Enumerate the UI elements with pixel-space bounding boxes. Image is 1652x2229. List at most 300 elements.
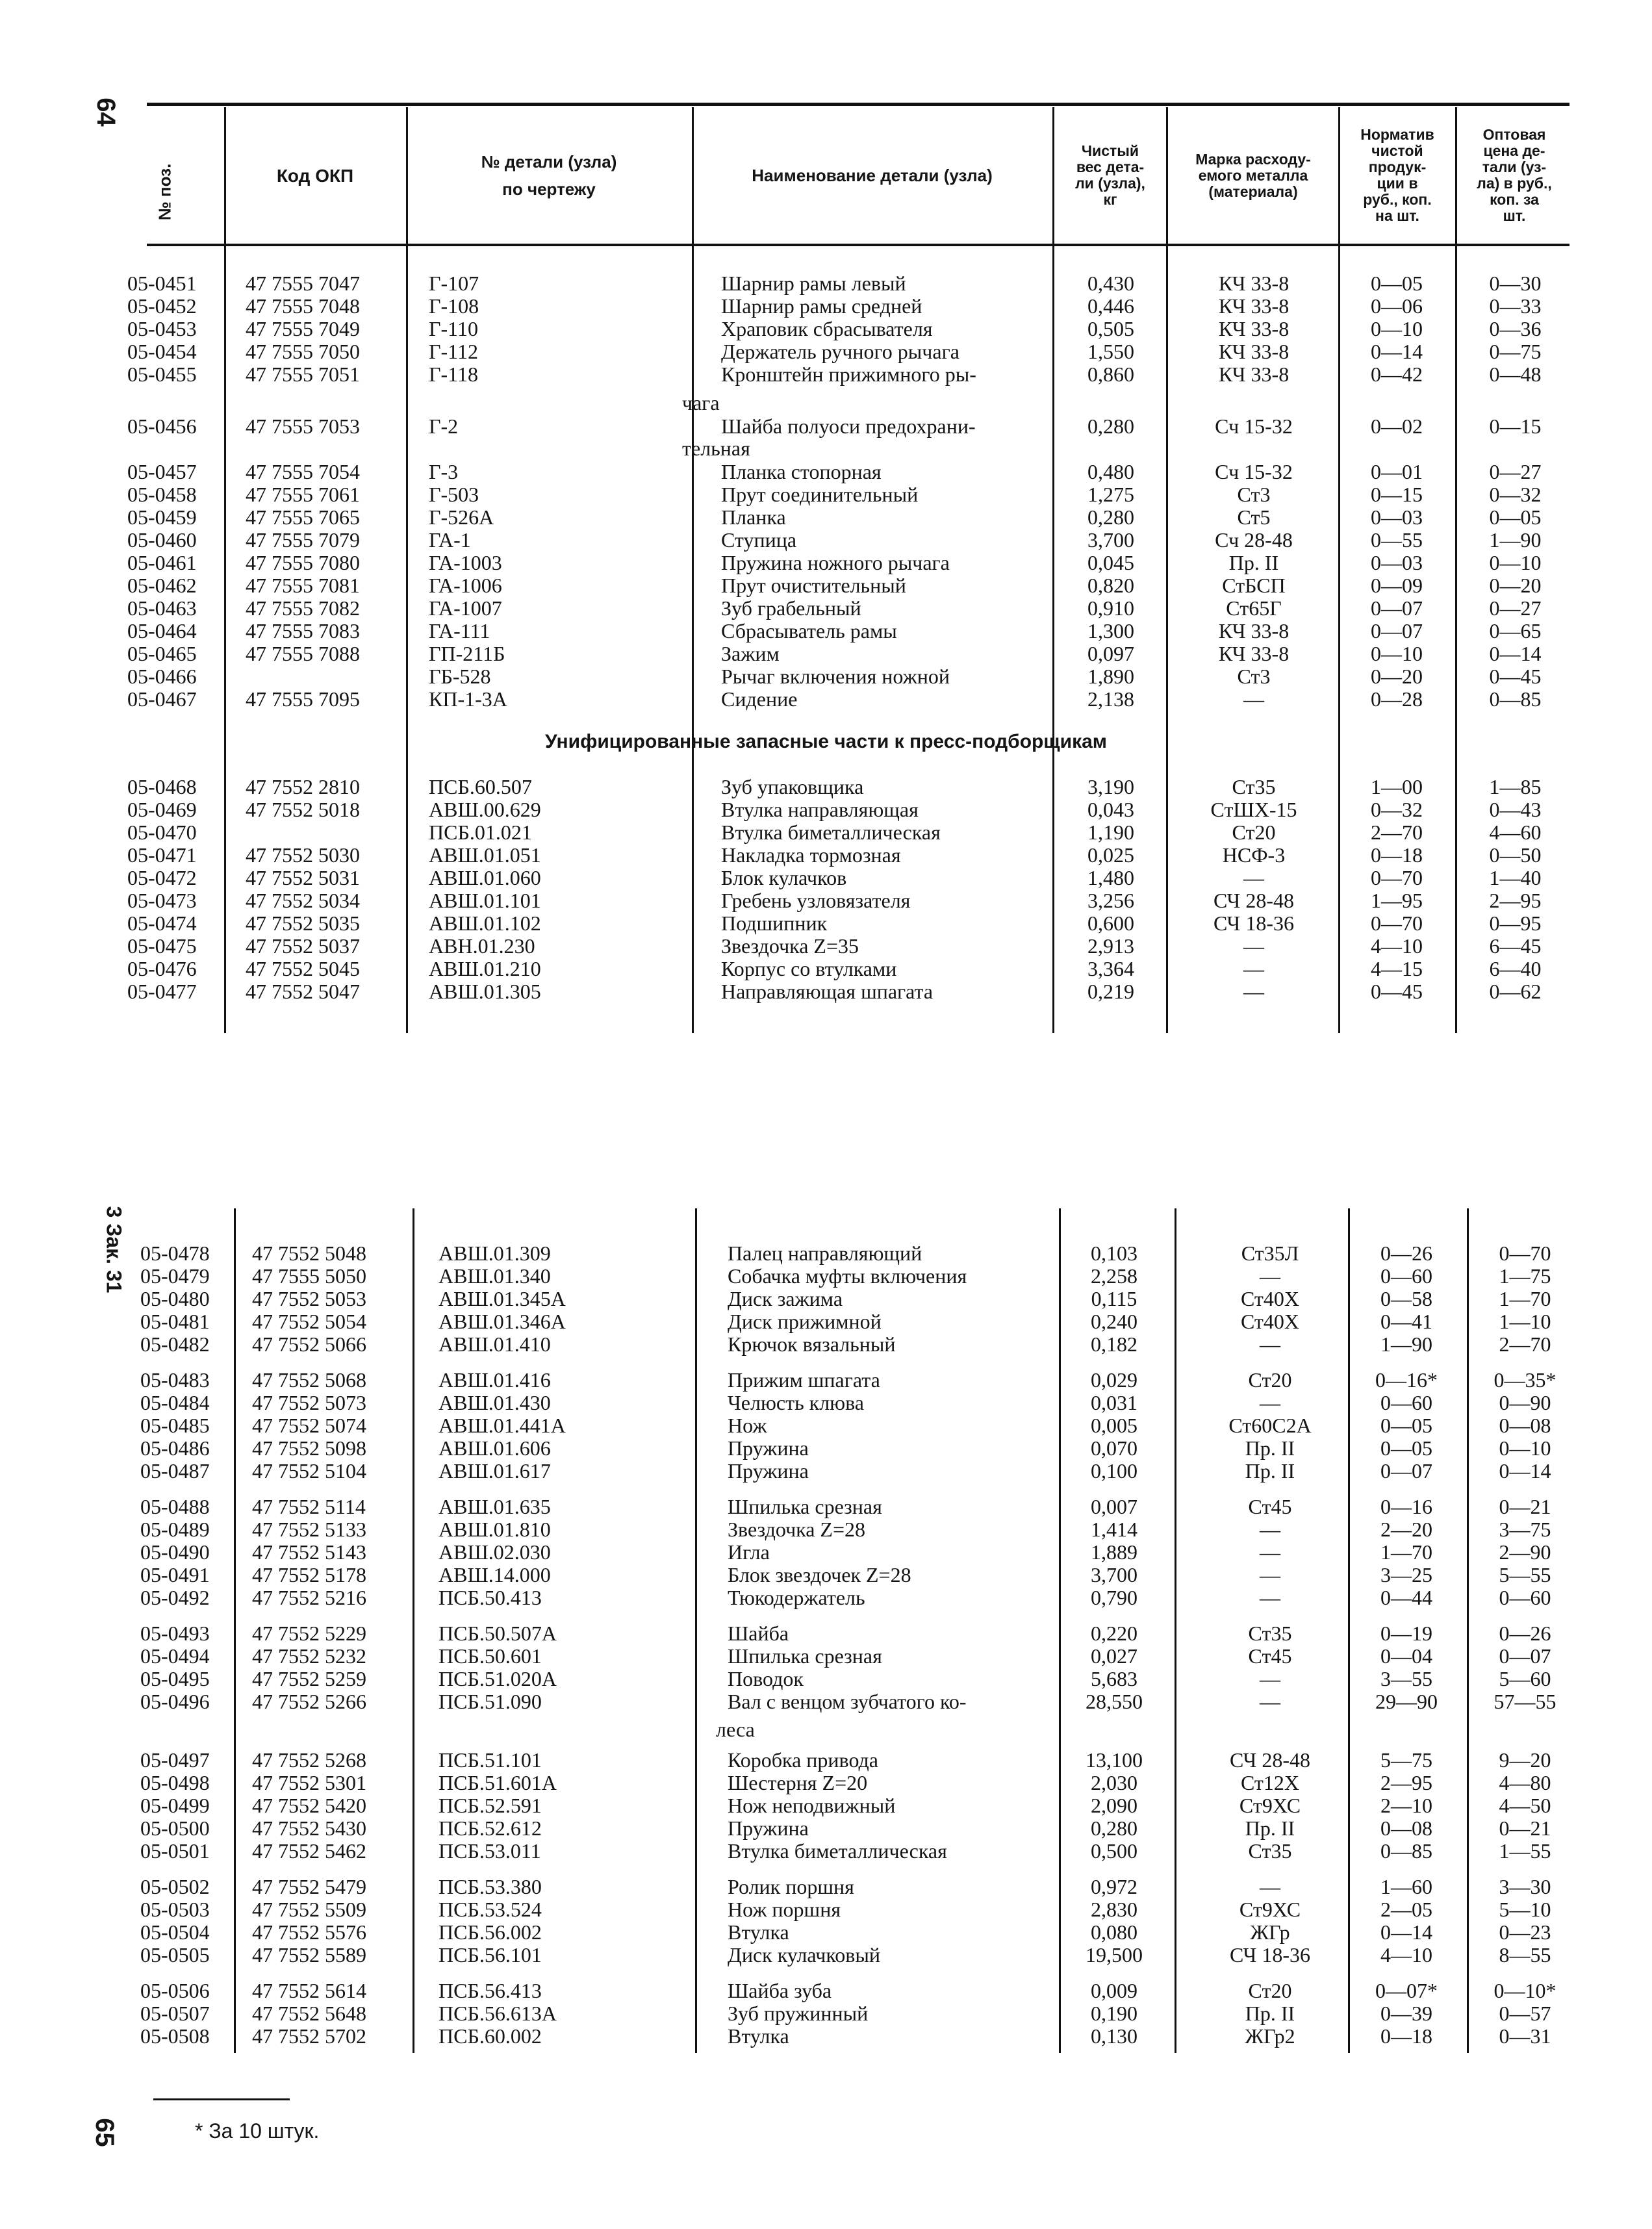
cell-norm: 0—42: [1371, 363, 1423, 386]
cell-name: Втулка: [728, 1920, 789, 1944]
cell-name: Пружина: [728, 1816, 809, 1840]
cell-mat: Ст9ХС: [1239, 1794, 1301, 1817]
cell-okp: 47 7552 5073: [252, 1391, 366, 1414]
cell-det: Г-118: [429, 363, 478, 386]
table-row: [0, 1622, 1652, 1645]
cell-okp: 47 7555 7080: [246, 551, 360, 574]
cell-mat: —: [1243, 957, 1264, 980]
cell-pos: 05-0492: [140, 1586, 210, 1609]
cell-name: Шпилька срезная: [728, 1495, 882, 1518]
cell-det: ГП-211Б: [429, 642, 505, 665]
cell-okp: 47 7552 5037: [246, 934, 360, 958]
table-row: [0, 798, 1652, 821]
cell-okp: 47 7552 5266: [252, 1690, 366, 1713]
cell-mat: Ст12Х: [1240, 1771, 1299, 1794]
cell-name: Зуб грабельный: [721, 596, 861, 620]
table-row: [0, 506, 1652, 529]
cell-okp: 47 7552 5702: [252, 2024, 366, 2048]
cell-det: ПСБ.51.090: [438, 1690, 542, 1713]
cell-det: ГА-1006: [429, 574, 502, 597]
cell-wt: 1,890: [1087, 665, 1134, 688]
cell-wt: 0,280: [1087, 414, 1134, 438]
cell-pos: 05-0454: [127, 340, 197, 363]
cell-name: Диск кулачковый: [728, 1943, 881, 1967]
cell-okp: 47 7552 5034: [246, 889, 360, 912]
cell-det: ПСБ.56.002: [438, 1920, 542, 1944]
cell-mat: —: [1260, 1667, 1280, 1690]
cell-name: Прут очистительный: [721, 574, 906, 597]
cell-norm: 0—07*: [1375, 1979, 1438, 2002]
cell-okp: 47 7555 7081: [246, 574, 360, 597]
cell-okp: 47 7555 5050: [252, 1264, 366, 1288]
cell-pos: 05-0500: [140, 1816, 210, 1840]
table-row: [0, 1518, 1652, 1541]
table-row: [0, 1817, 1652, 1840]
cell-mat: —: [1260, 1391, 1280, 1414]
cell-norm: 4—15: [1371, 957, 1423, 980]
cell-pos: 05-0485: [140, 1414, 210, 1437]
cell-norm: 0—18: [1371, 843, 1423, 867]
cell-pos: 05-0486: [140, 1436, 210, 1460]
cell-name: Сбрасыватель рамы: [721, 619, 897, 643]
cell-wt: 3,700: [1091, 1563, 1137, 1586]
cell-mat: —: [1260, 1332, 1280, 1356]
cell-mat: Ст45: [1248, 1644, 1292, 1668]
cell-det: АВШ.01.606: [438, 1436, 551, 1460]
cell-norm: 0—10: [1371, 642, 1423, 665]
cell-price: 0—14: [1499, 1459, 1551, 1483]
cell-price: 0—14: [1489, 642, 1542, 665]
cell-name: Ролик поршня: [728, 1875, 854, 1898]
cell-name: Храповик сбрасывателя: [721, 317, 933, 340]
cell-name: Шарнир рамы левый: [721, 272, 906, 295]
cell-price: 0—23: [1499, 1920, 1551, 1944]
cell-price: 0—15: [1489, 414, 1542, 438]
cell-okp: 47 7552 5229: [252, 1622, 366, 1645]
header-weight: Чистый вес дета- ли (узла), кг: [1075, 142, 1145, 208]
cell-okp: 47 7552 5114: [252, 1495, 366, 1518]
cell-name: Шарнир рамы средней: [721, 294, 922, 318]
cell-mat: —: [1260, 1690, 1280, 1713]
cell-det: ПСБ.53.011: [438, 1839, 541, 1863]
cell-det: АВШ.01.346А: [438, 1310, 566, 1333]
cell-name: Накладка тормозная: [721, 843, 901, 867]
table-row: [0, 1541, 1652, 1564]
cell-norm: 0—05: [1380, 1436, 1432, 1460]
cell-wt: 0,220: [1091, 1622, 1137, 1645]
cell-mat: Ст5: [1237, 505, 1271, 529]
cell-wt: 3,700: [1087, 528, 1134, 552]
cell-norm: 1—90: [1380, 1332, 1432, 1356]
cell-wt: 0,009: [1091, 1979, 1137, 2002]
cell-wt: 0,820: [1087, 574, 1134, 597]
cell-name: Шайба: [728, 1622, 789, 1645]
cell-okp: 47 7555 7065: [246, 505, 360, 529]
cell-wt: 3,256: [1087, 889, 1134, 912]
cell-det: ПСБ.52.591: [438, 1794, 542, 1817]
cell-okp: 47 7552 5216: [252, 1586, 366, 1609]
page-number-right: 65: [90, 2118, 119, 2147]
cell-okp: 47 7552 5301: [252, 1771, 366, 1794]
cell-price: 1—55: [1499, 1839, 1551, 1863]
cell-pos: 05-0468: [127, 775, 197, 798]
cell-wt: 3,364: [1087, 957, 1134, 980]
cell-wt: 1,275: [1087, 483, 1134, 506]
cell-norm: 4—10: [1371, 934, 1423, 958]
cell-pos: 05-0472: [127, 866, 197, 889]
cell-pos: 05-0487: [140, 1459, 210, 1483]
cell-det: АВН.01.230: [429, 934, 535, 958]
cell-norm: 0—05: [1371, 272, 1423, 295]
cell-mat: Ст9ХС: [1239, 1898, 1301, 1921]
cell-name: Вал с венцом зубчатого ко-: [728, 1690, 967, 1713]
cell-norm: 0—07: [1371, 619, 1423, 643]
cell-wt: 0,219: [1087, 980, 1134, 1003]
cell-det: ПСБ.60.002: [438, 2024, 542, 2048]
cell-wt: 1,889: [1091, 1540, 1137, 1564]
cell-det: ПСБ.51.601А: [438, 1771, 557, 1794]
cell-det: АВШ.01.441А: [438, 1414, 566, 1437]
cell-okp: 47 7552 2810: [246, 775, 360, 798]
cell-pos: 05-0503: [140, 1898, 210, 1921]
cell-price: 0—62: [1489, 980, 1542, 1003]
cell-price: 1—85: [1489, 775, 1542, 798]
cell-name: Зажим: [721, 642, 780, 665]
cell-price: 6—45: [1489, 934, 1542, 958]
cell-price: 1—90: [1489, 528, 1542, 552]
cell-mat: КЧ 33-8: [1218, 340, 1290, 363]
cell-pos: 05-0459: [127, 505, 197, 529]
cell-okp: 47 7552 5232: [252, 1644, 366, 1668]
cell-okp: 47 7552 5143: [252, 1540, 366, 1564]
cell-pos: 05-0495: [140, 1667, 210, 1690]
cell-norm: 0—20: [1371, 665, 1423, 688]
cell-okp: 47 7555 7049: [246, 317, 360, 340]
cell-norm: 0—19: [1380, 1622, 1432, 1645]
section-title: Унифицированные запасные части к пресс-подборщикам: [545, 731, 1107, 752]
cell-price: 3—75: [1499, 1518, 1551, 1541]
cell-det: КП-1-3А: [429, 687, 507, 711]
cell-det: ПСБ.01.021: [429, 821, 532, 844]
cell-price: 0—10: [1499, 1436, 1551, 1460]
cell-det: Г-526А: [429, 505, 494, 529]
cell-name: Гребень узловязателя: [721, 889, 911, 912]
cell-name: Крючок вязальный: [728, 1332, 896, 1356]
cell-pos: 05-0465: [127, 642, 197, 665]
cell-wt: 2,138: [1087, 687, 1134, 711]
header-okp: Код ОКП: [276, 165, 354, 186]
table-row: [0, 1369, 1652, 1392]
table-row: [0, 776, 1652, 798]
cell-pos: 05-0491: [140, 1563, 210, 1586]
cell-det: ПСБ.50.601: [438, 1644, 542, 1668]
cell-wt: 0,790: [1091, 1586, 1137, 1609]
table-row: [0, 1392, 1652, 1414]
footnote: * За 10 штук.: [195, 2119, 320, 2143]
cell-det: ГА-111: [429, 619, 490, 643]
cell-det: АВШ.01.051: [429, 843, 541, 867]
table-row: [0, 2002, 1652, 2025]
cell-wt: 19,500: [1086, 1943, 1143, 1967]
table-row: [0, 295, 1652, 318]
cell-det: ПСБ.50.507А: [438, 1622, 557, 1645]
cell-okp: 47 7552 5589: [252, 1943, 366, 1967]
cell-wt: 1,550: [1087, 340, 1134, 363]
table-row: [0, 1749, 1652, 1772]
header-pos: № поз.: [155, 163, 175, 221]
cell-pos: 05-0462: [127, 574, 197, 597]
cell-norm: 0—03: [1371, 505, 1423, 529]
cell-price: 3—30: [1499, 1875, 1551, 1898]
cell-price: 0—75: [1489, 340, 1542, 363]
cell-pos: 05-0463: [127, 596, 197, 620]
cell-det: ПСБ.53.524: [438, 1898, 542, 1921]
cell-price: 0—21: [1499, 1816, 1551, 1840]
cell-pos: 05-0477: [127, 980, 197, 1003]
cell-name: Втулка направляющая: [721, 798, 919, 821]
cell-wt: 1,480: [1087, 866, 1134, 889]
table-row: [0, 1586, 1652, 1609]
cell-norm: 2—70: [1371, 821, 1423, 844]
cell-name: Ступица: [721, 528, 797, 552]
cell-name: Шайба зуба: [728, 1979, 832, 2002]
cell-norm: 0—58: [1380, 1287, 1432, 1310]
cell-pos: 05-0481: [140, 1310, 210, 1333]
cell-norm: 0—07: [1371, 596, 1423, 620]
cell-price: 1—70: [1499, 1287, 1551, 1310]
table-row: [0, 529, 1652, 552]
cell-det: АВШ.01.416: [438, 1368, 551, 1392]
cell-det: ГА-1: [429, 528, 471, 552]
cell-det: Г-112: [429, 340, 478, 363]
cell-price: 1—75: [1499, 1264, 1551, 1288]
cell-okp: 47 7552 5576: [252, 1920, 366, 1944]
cell-wt: 0,027: [1091, 1644, 1137, 1668]
cell-price: 1—40: [1489, 866, 1542, 889]
cell-name: Нож неподвижный: [728, 1794, 896, 1817]
cell-pos: 05-0484: [140, 1391, 210, 1414]
cell-pos: 05-0464: [127, 619, 197, 643]
table-row: [0, 1690, 1652, 1713]
cell-norm: 0—03: [1371, 551, 1423, 574]
cell-mat: Ст20: [1248, 1979, 1292, 2002]
cell-norm: 0—04: [1380, 1644, 1432, 1668]
cell-det: Г-108: [429, 294, 479, 318]
cell-norm: 0—26: [1380, 1242, 1432, 1265]
cell-okp: 47 7555 7054: [246, 460, 360, 483]
cell-mat: —: [1260, 1875, 1280, 1898]
table-row: [0, 1772, 1652, 1794]
cell-price: 0—50: [1489, 843, 1542, 867]
cell-det: Г-107: [429, 272, 479, 295]
cell-price: 0—85: [1489, 687, 1542, 711]
cell-pos: 05-0489: [140, 1518, 210, 1541]
cell-norm: 0—02: [1371, 414, 1423, 438]
cell-wt: 0,860: [1087, 363, 1134, 386]
table-row: [0, 1668, 1652, 1690]
cell-price: 0—10: [1489, 551, 1542, 574]
cell-okp: 47 7552 5479: [252, 1875, 366, 1898]
cell-price: 0—26: [1499, 1622, 1551, 1645]
cell-pos: 05-0466: [127, 665, 197, 688]
table-row: [0, 1898, 1652, 1921]
cell-pos: 05-0473: [127, 889, 197, 912]
cell-name: Втулка биметаллическая: [728, 1839, 947, 1863]
cell-det: АВШ.01.305: [429, 980, 541, 1003]
cell-mat: —: [1243, 866, 1264, 889]
cell-price: 0—95: [1489, 911, 1542, 935]
cell-wt: 1,300: [1087, 619, 1134, 643]
cell-okp: 47 7552 5259: [252, 1667, 366, 1690]
cell-mat: КЧ 33-8: [1218, 317, 1290, 340]
cell-price: 0—21: [1499, 1495, 1551, 1518]
cell-name: Зуб упаковщика: [721, 775, 864, 798]
cell-pos: 05-0457: [127, 460, 197, 483]
cell-pos: 05-0475: [127, 934, 197, 958]
cell-name: Держатель ручного рычага: [721, 340, 959, 363]
cell-wt: 1,190: [1087, 821, 1134, 844]
cell-price: 0—08: [1499, 1414, 1551, 1437]
cell-norm: 2—20: [1380, 1518, 1432, 1541]
cell-okp: 47 7552 5035: [246, 911, 360, 935]
footnote-rule: [153, 2098, 290, 2100]
table-row: [0, 1980, 1652, 2002]
table-row: [0, 1265, 1652, 1288]
table-row: [0, 574, 1652, 597]
cell-name: Рычаг включения ножной: [721, 665, 950, 688]
cell-mat: ЖГр: [1250, 1920, 1290, 1944]
cell-name: Коробка привода: [728, 1748, 878, 1772]
cell-name: Планка: [721, 505, 786, 529]
cell-price: 0—32: [1489, 483, 1542, 506]
table-row: [0, 889, 1652, 912]
cell-det: ПСБ.56.101: [438, 1943, 542, 1967]
cell-okp: 47 7552 5074: [252, 1414, 366, 1437]
cell-det: АВШ.01.101: [429, 889, 541, 912]
cell-name: Поводок: [728, 1667, 804, 1690]
table-row: [0, 1414, 1652, 1437]
cell-pos: 05-0478: [140, 1242, 210, 1265]
cell-norm: 0—14: [1371, 340, 1423, 363]
cell-okp: 47 7552 5047: [246, 980, 360, 1003]
cell-pos: 05-0501: [140, 1839, 210, 1863]
cell-price: 0—31: [1499, 2024, 1551, 2048]
cell-norm: 1—95: [1371, 889, 1423, 912]
table-row: [0, 272, 1652, 295]
table-row: [0, 1840, 1652, 1863]
cell-pos: 05-0499: [140, 1794, 210, 1817]
cell-mat: КЧ 33-8: [1218, 272, 1290, 295]
cell-mat: Ст35: [1248, 1839, 1292, 1863]
cell-price: 0—35*: [1493, 1368, 1557, 1392]
cell-name: Подшипник: [721, 911, 828, 935]
table-row: [0, 867, 1652, 889]
cell-det: АВШ.14.000: [438, 1563, 551, 1586]
cell-okp: 47 7555 7082: [246, 596, 360, 620]
cell-okp: 47 7552 5178: [252, 1563, 366, 1586]
cell-name: Корпус со втулками: [721, 957, 897, 980]
cell-mat: СтБСП: [1222, 574, 1286, 597]
cell-det: АВШ.01.810: [438, 1518, 551, 1541]
table-row: [0, 821, 1652, 844]
cell-det: ПСБ.50.413: [438, 1586, 542, 1609]
cell-price: 2—70: [1499, 1332, 1551, 1356]
cell-norm: 0—09: [1371, 574, 1423, 597]
cell-price: 6—40: [1489, 957, 1542, 980]
cell-norm: 0—06: [1371, 294, 1423, 318]
cell-norm: 0—60: [1380, 1264, 1432, 1288]
cell-wt: 0,007: [1091, 1495, 1137, 1518]
cell-name: Диск прижимной: [728, 1310, 882, 1333]
table-row: [0, 1564, 1652, 1586]
table-row: [0, 688, 1652, 711]
cell-det: Г-110: [429, 317, 478, 340]
cell-pos: 05-0460: [127, 528, 197, 552]
cell-det: АВШ.01.345А: [438, 1287, 566, 1310]
cell-wt: 2,913: [1087, 934, 1134, 958]
cell-okp: 47 7555 7095: [246, 687, 360, 711]
cell-norm: 1—70: [1380, 1540, 1432, 1564]
cell-norm: 4—10: [1380, 1943, 1432, 1967]
cell-mat: —: [1243, 980, 1264, 1003]
cell-price: 0—05: [1489, 505, 1542, 529]
cell-mat: НСФ-3: [1222, 843, 1286, 867]
page-number-left: 64: [91, 97, 120, 127]
cell-wt: 0,103: [1091, 1242, 1137, 1265]
cell-pos: 05-0453: [127, 317, 197, 340]
cell-price: 0—27: [1489, 460, 1542, 483]
cell-wt: 0,043: [1087, 798, 1134, 821]
cell-mat: —: [1260, 1264, 1280, 1288]
cell-okp: 47 7552 5104: [252, 1459, 366, 1483]
cell-name: Втулка биметаллическая: [721, 821, 941, 844]
cell-det: ГА-1003: [429, 551, 502, 574]
cell-okp: 47 7555 7048: [246, 294, 360, 318]
cell-mat: Пр. II: [1245, 1816, 1295, 1840]
cell-mat: КЧ 33-8: [1218, 363, 1290, 386]
cell-mat: СЧ 28-48: [1230, 1748, 1310, 1772]
cell-name: Нож поршня: [728, 1898, 841, 1921]
cell-mat: КЧ 33-8: [1218, 619, 1290, 643]
cell-wt: 0,910: [1087, 596, 1134, 620]
cell-mat: Ст40Х: [1240, 1287, 1299, 1310]
cell-det: АВШ.01.430: [438, 1391, 551, 1414]
cell-wt: 0,080: [1091, 1920, 1137, 1944]
cell-price: 4—80: [1499, 1771, 1551, 1794]
cell-pos: 05-0497: [140, 1748, 210, 1772]
table-row: [0, 643, 1652, 665]
cell-price: 0—65: [1489, 619, 1542, 643]
cell-norm: 0—44: [1380, 1586, 1432, 1609]
cell-okp: 47 7555 7061: [246, 483, 360, 506]
table-row: [0, 483, 1652, 506]
cell-wt: 0,446: [1087, 294, 1134, 318]
cell-norm: 1—00: [1371, 775, 1423, 798]
cell-norm: 0—41: [1380, 1310, 1432, 1333]
cell-mat: —: [1260, 1586, 1280, 1609]
cell-mat: Сч 15-32: [1215, 460, 1293, 483]
cell-det: АВШ.01.617: [438, 1459, 551, 1483]
cell-wt: 2,090: [1091, 1794, 1137, 1817]
cell-pos: 05-0498: [140, 1771, 210, 1794]
cell-wt: 0,505: [1087, 317, 1134, 340]
cell-mat: Пр. II: [1245, 2002, 1295, 2025]
cell-mat: —: [1243, 687, 1264, 711]
cell-pos: 05-0494: [140, 1644, 210, 1668]
cell-pos: 05-0496: [140, 1690, 210, 1713]
cell-mat: СЧ 28-48: [1214, 889, 1294, 912]
cell-det: АВШ.01.060: [429, 866, 541, 889]
